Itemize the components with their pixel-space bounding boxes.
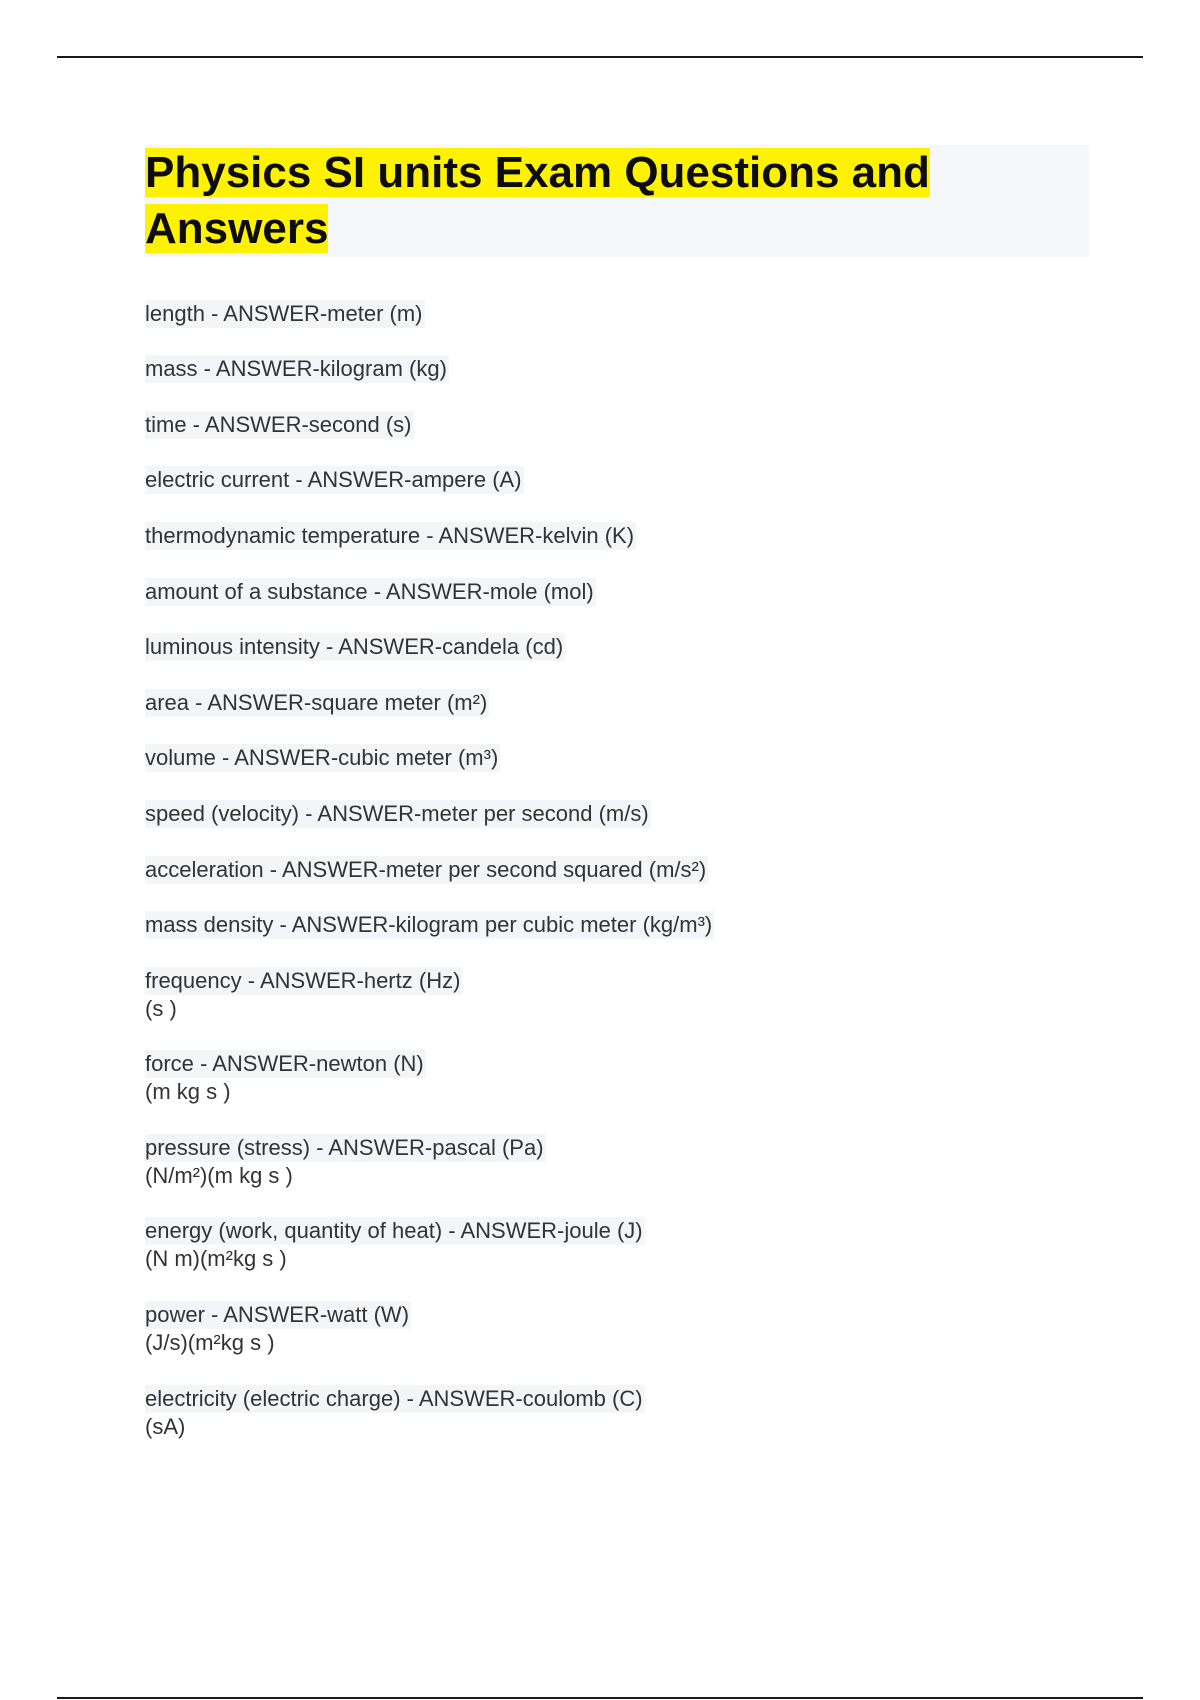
list-item [145, 1050, 1089, 1106]
qa-text: mass - ANSWER-kilogram (kg) [145, 356, 447, 381]
qa-subline: (sA) [145, 1414, 186, 1439]
list-item [145, 466, 1089, 494]
list-item [145, 744, 1089, 772]
list-item [145, 1134, 1089, 1190]
list-item [145, 300, 1089, 328]
qa-subline: (m kg s ) [145, 1079, 231, 1104]
qa-text: volume - ANSWER-cubic meter (m³) [145, 745, 499, 770]
list-item [145, 689, 1089, 717]
list-item [145, 355, 1089, 383]
list-item [145, 967, 1089, 1023]
title-block [145, 145, 1089, 257]
list-item [145, 522, 1089, 550]
list-item [145, 1217, 1089, 1273]
qa-text: mass density - ANSWER-kilogram per cubic meter (kg/m³) [145, 912, 713, 937]
list-item [145, 1385, 1089, 1441]
qa-text: force - ANSWER-newton (N) [145, 1051, 424, 1076]
qa-text: acceleration - ANSWER-meter per second squared (m/s²) [145, 857, 707, 882]
list-item [145, 578, 1089, 606]
qa-list [145, 300, 1089, 1441]
list-item [145, 1301, 1089, 1357]
qa-text: length - ANSWER-meter (m) [145, 301, 423, 326]
qa-subline: (s ) [145, 996, 177, 1021]
qa-subline: (N/m²)(m kg s ) [145, 1163, 293, 1188]
list-item [145, 800, 1089, 828]
qa-text: time - ANSWER-second (s) [145, 412, 412, 437]
list-item [145, 633, 1089, 661]
list-item [145, 911, 1089, 939]
qa-text: pressure (stress) - ANSWER-pascal (Pa) [145, 1135, 544, 1160]
list-item [145, 411, 1089, 439]
bottom-rule [57, 1697, 1143, 1699]
qa-text: area - ANSWER-square meter (m²) [145, 690, 488, 715]
qa-subline: (N m)(m²kg s ) [145, 1246, 287, 1271]
qa-text: electricity (electric charge) - ANSWER-coulomb (C) [145, 1386, 643, 1411]
qa-text: frequency - ANSWER-hertz (Hz) [145, 968, 461, 993]
qa-text: amount of a substance - ANSWER-mole (mol) [145, 579, 594, 604]
qa-text: energy (work, quantity of heat) - ANSWER-joule (J) [145, 1218, 643, 1243]
qa-text: luminous intensity - ANSWER-candela (cd) [145, 634, 564, 659]
top-rule [57, 56, 1143, 58]
qa-text: power - ANSWER-watt (W) [145, 1302, 410, 1327]
qa-text: electric current - ANSWER-ampere (A) [145, 467, 522, 492]
qa-text: speed (velocity) - ANSWER-meter per second (m/s) [145, 801, 649, 826]
qa-subline: (J/s)(m²kg s ) [145, 1330, 275, 1355]
page-title [145, 145, 1089, 257]
qa-text: thermodynamic temperature - ANSWER-kelvin (K) [145, 523, 635, 548]
page-title-text: Physics SI units Exam Questions and Answers [145, 148, 930, 253]
list-item [145, 856, 1089, 884]
